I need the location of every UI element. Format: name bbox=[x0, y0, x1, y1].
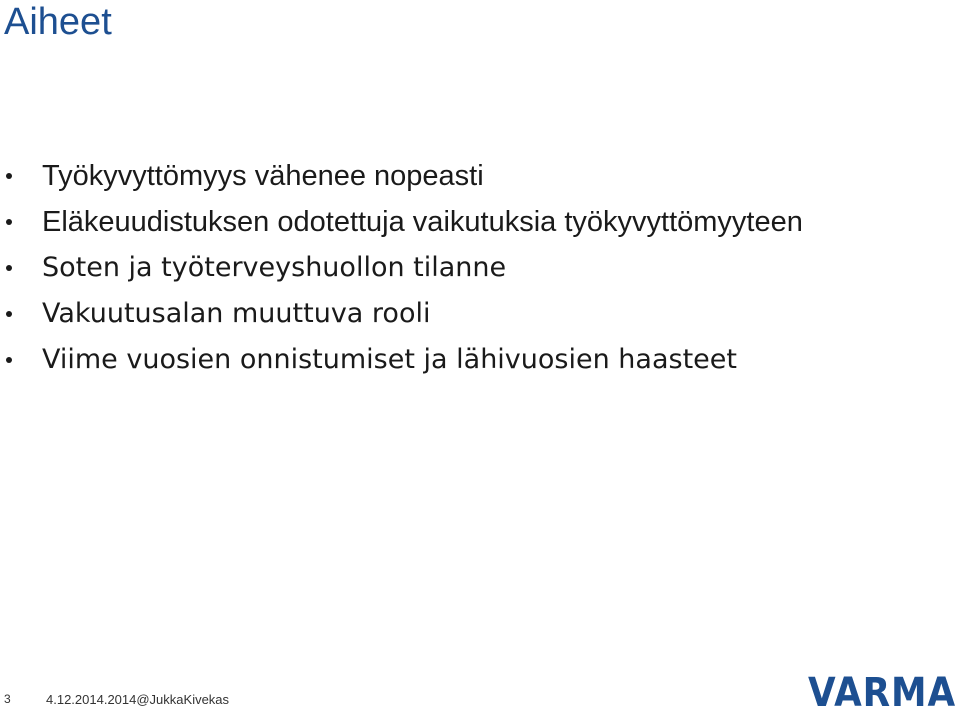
slide-title: Aiheet bbox=[4, 1, 112, 43]
bullet-icon bbox=[6, 357, 12, 363]
page-number: 3 bbox=[4, 692, 11, 706]
bullet-list bbox=[0, 153, 803, 383]
bullet-text: Viime vuosien onnistumiset ja lähivuosien haasteet bbox=[42, 344, 737, 375]
bullet-item bbox=[0, 291, 803, 337]
bullet-icon bbox=[6, 311, 12, 317]
bullet-item bbox=[0, 153, 803, 199]
bullet-icon bbox=[6, 173, 12, 179]
bullet-text: Vakuutusalan muuttuva rooli bbox=[42, 298, 431, 329]
footer-date-author: 4.12.2014.2014@JukkaKivekas bbox=[46, 692, 230, 707]
bullet-text: Soten ja työterveyshuollon tilanne bbox=[42, 252, 507, 283]
varma-logo bbox=[806, 668, 958, 710]
bullet-icon bbox=[6, 219, 12, 225]
bullet-item bbox=[0, 199, 803, 245]
bullet-item bbox=[0, 245, 803, 291]
bullet-icon bbox=[6, 265, 12, 271]
bullet-text: Työkyvyttömyys vähenee nopeasti bbox=[42, 160, 484, 192]
bullet-item bbox=[0, 337, 803, 383]
bullet-text: Eläkeuudistuksen odotettuja vaikutuksia työkyvyttömyyteen bbox=[42, 206, 803, 238]
logo-text: VARMA bbox=[808, 670, 956, 710]
